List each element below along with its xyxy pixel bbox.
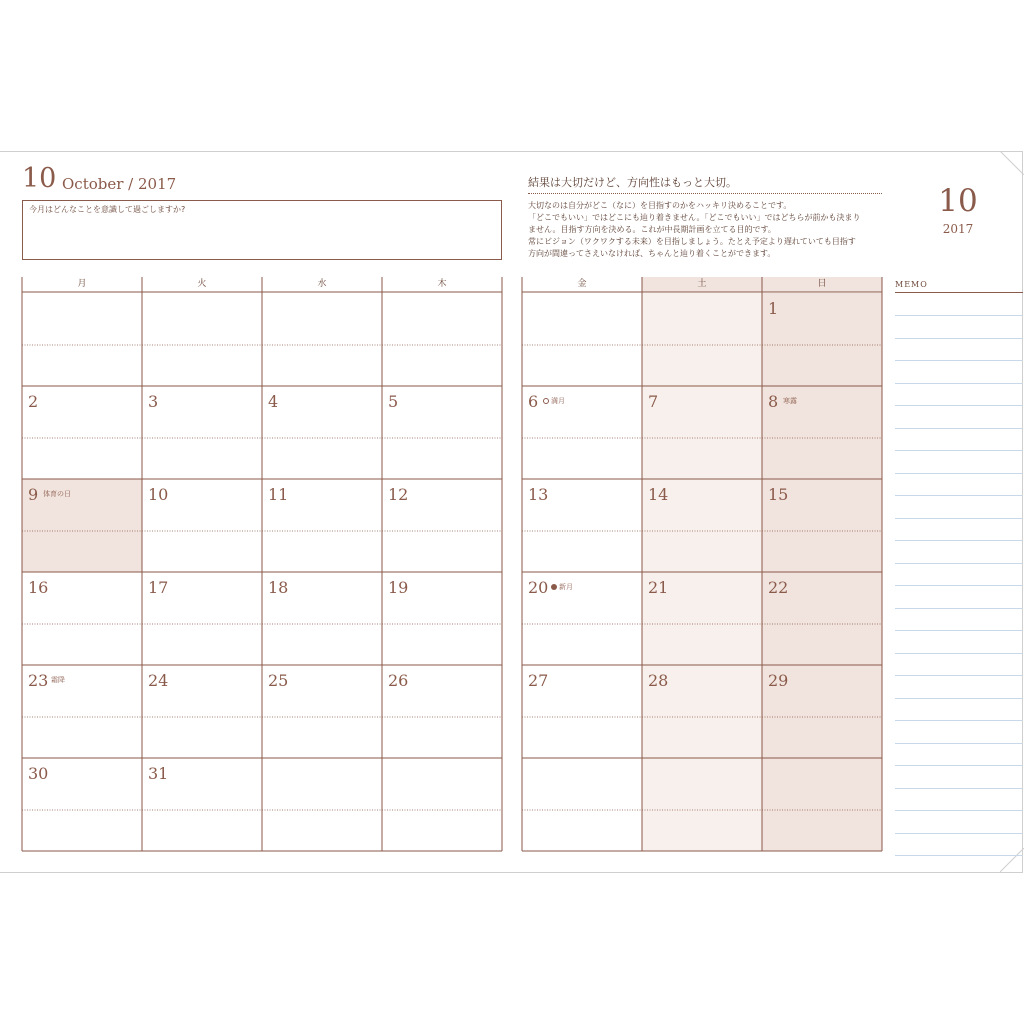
day-column	[22, 277, 142, 853]
day-cell[interactable]	[22, 293, 142, 386]
weekday-header: 火	[197, 279, 207, 289]
day-number: 28	[648, 671, 669, 690]
day-column	[642, 277, 762, 853]
day-cell[interactable]	[142, 572, 262, 665]
day-column	[382, 277, 502, 853]
quote-divider	[528, 193, 882, 194]
memo-label: MEMO	[895, 280, 928, 289]
weekday-header: 土	[642, 277, 762, 292]
weekday-header: 金	[577, 279, 587, 289]
day-cell[interactable]	[762, 293, 882, 386]
new-moon-icon	[551, 584, 557, 590]
day-column	[522, 277, 642, 853]
weekday-header: 月	[77, 279, 87, 289]
weekday-header: 日	[762, 277, 882, 292]
day-cell[interactable]	[382, 758, 502, 851]
memo-rule	[895, 810, 1023, 811]
day-number: 18	[268, 578, 289, 597]
day-number: 31	[148, 764, 169, 783]
day-cell[interactable]	[762, 479, 882, 572]
memo-rule	[895, 765, 1023, 766]
memo-rule	[895, 585, 1023, 586]
memo-rule	[895, 405, 1023, 406]
memo-rule	[895, 360, 1023, 361]
day-number: 5	[388, 392, 399, 411]
day-cell[interactable]	[262, 479, 382, 572]
day-number: 3	[148, 392, 159, 411]
month-label: October / 2017	[62, 175, 177, 193]
day-number: 19	[388, 578, 409, 597]
day-note: 体育の日	[43, 490, 71, 498]
quote-body	[528, 200, 888, 260]
day-number: 16	[28, 578, 49, 597]
side-month-number: 10	[938, 183, 978, 219]
day-cell[interactable]	[762, 572, 882, 665]
day-cell[interactable]	[142, 293, 262, 386]
day-cell[interactable]	[642, 479, 762, 572]
day-cell[interactable]	[262, 572, 382, 665]
day-number: 7	[648, 392, 659, 411]
day-cell[interactable]	[262, 758, 382, 851]
day-cell[interactable]	[642, 665, 762, 758]
day-note: 満月	[543, 396, 565, 406]
weekday-header: 木	[437, 279, 447, 289]
day-cell[interactable]	[522, 479, 642, 572]
quote-line: 常にビジョン（ワクワクする未来）を目指しましょう。たとえ予定より遅れていても目指す	[528, 237, 856, 246]
day-cell[interactable]	[762, 665, 882, 758]
day-cell[interactable]	[762, 386, 882, 479]
memo-top-rule	[895, 292, 1023, 293]
day-number: 8	[768, 392, 779, 411]
full-moon-icon	[543, 398, 549, 404]
day-cell[interactable]	[142, 386, 262, 479]
day-cell[interactable]	[642, 758, 762, 851]
day-number: 20	[528, 578, 549, 597]
day-cell[interactable]	[762, 758, 882, 851]
day-cell[interactable]	[382, 293, 502, 386]
day-cell[interactable]	[22, 479, 142, 572]
memo-rule	[895, 450, 1023, 451]
memo-rule	[895, 315, 1023, 316]
day-cell[interactable]	[382, 665, 502, 758]
side-year: 2017	[942, 222, 974, 236]
day-cell[interactable]	[522, 293, 642, 386]
memo-rule	[895, 833, 1023, 834]
day-cell[interactable]	[382, 386, 502, 479]
day-cell[interactable]	[22, 758, 142, 851]
memo-rule	[895, 698, 1023, 699]
memo-rule	[895, 743, 1023, 744]
day-cell[interactable]	[522, 758, 642, 851]
monthly-focus-box[interactable]	[22, 200, 502, 260]
day-cell[interactable]	[262, 293, 382, 386]
day-number: 15	[768, 485, 789, 504]
day-cell[interactable]	[522, 665, 642, 758]
day-number: 22	[768, 578, 789, 597]
memo-rule	[895, 630, 1023, 631]
day-number: 10	[148, 485, 169, 504]
memo-rule	[895, 720, 1023, 721]
day-column	[762, 277, 882, 853]
day-number: 29	[768, 671, 789, 690]
day-number: 26	[388, 671, 409, 690]
day-cell[interactable]	[142, 479, 262, 572]
memo-rule	[895, 540, 1023, 541]
memo-rule	[895, 608, 1023, 609]
day-number: 25	[268, 671, 289, 690]
memo-rule	[895, 338, 1023, 339]
memo-rule	[895, 383, 1023, 384]
day-number: 23	[28, 671, 49, 690]
day-column	[142, 277, 262, 853]
day-number: 11	[268, 485, 289, 504]
day-number: 1	[768, 299, 779, 318]
page-corner-top	[1000, 151, 1024, 175]
day-cell[interactable]	[382, 479, 502, 572]
quote-line: 方向が間違ってさえいなければ、ちゃんと辿り着くことができます。	[528, 249, 776, 258]
day-number: 4	[268, 392, 279, 411]
day-cell[interactable]	[22, 665, 142, 758]
day-cell[interactable]	[22, 572, 142, 665]
day-cell[interactable]	[262, 386, 382, 479]
memo-rule	[895, 563, 1023, 564]
day-number: 6	[528, 392, 539, 411]
memo-rule	[895, 675, 1023, 676]
memo-rule	[895, 855, 1023, 856]
day-number: 9	[28, 485, 39, 504]
day-note: 霜降	[51, 676, 65, 684]
day-number: 21	[648, 578, 669, 597]
day-cell[interactable]	[22, 386, 142, 479]
day-cell[interactable]	[382, 572, 502, 665]
day-cell[interactable]	[642, 572, 762, 665]
day-number: 13	[528, 485, 549, 504]
day-number: 27	[528, 671, 549, 690]
quote-line: 大切なのは自分がどこ（なに）を目指すのかをハッキリ決めることです。	[528, 201, 792, 210]
quote-line: ません。目指す方向を決める。これが中長期計画を立てる目的です。	[528, 225, 776, 234]
day-number: 17	[148, 578, 169, 597]
day-cell[interactable]	[142, 758, 262, 851]
day-number: 30	[28, 764, 49, 783]
memo-rule	[895, 495, 1023, 496]
day-number: 2	[28, 392, 39, 411]
quote-title: 結果は大切だけど、方向性はもっと大切。	[528, 176, 737, 189]
memo-rule	[895, 428, 1023, 429]
memo-rule	[895, 518, 1023, 519]
day-note: 寒露	[783, 397, 797, 405]
day-cell[interactable]	[642, 293, 762, 386]
day-cell[interactable]	[262, 665, 382, 758]
day-column	[262, 277, 382, 853]
weekday-header: 水	[317, 279, 327, 289]
memo-rule	[895, 473, 1023, 474]
day-number: 14	[648, 485, 669, 504]
quote-line: 「どこでもいい」ではどこにも辿り着きません。「どこでもいい」ではどちらが前かも決まり	[528, 213, 861, 222]
day-cell[interactable]	[522, 386, 642, 479]
page-corner-bottom	[1000, 848, 1024, 872]
day-number: 12	[388, 485, 409, 504]
day-cell[interactable]	[642, 386, 762, 479]
day-note: 新月	[551, 582, 573, 592]
day-cell[interactable]	[522, 572, 642, 665]
monthly-focus-prompt: 今月はどんなことを意識して過ごしますか?	[29, 205, 186, 214]
month-number: 10	[22, 163, 57, 194]
memo-rule	[895, 788, 1023, 789]
day-number: 24	[148, 671, 169, 690]
memo-rule	[895, 653, 1023, 654]
day-cell[interactable]	[142, 665, 262, 758]
